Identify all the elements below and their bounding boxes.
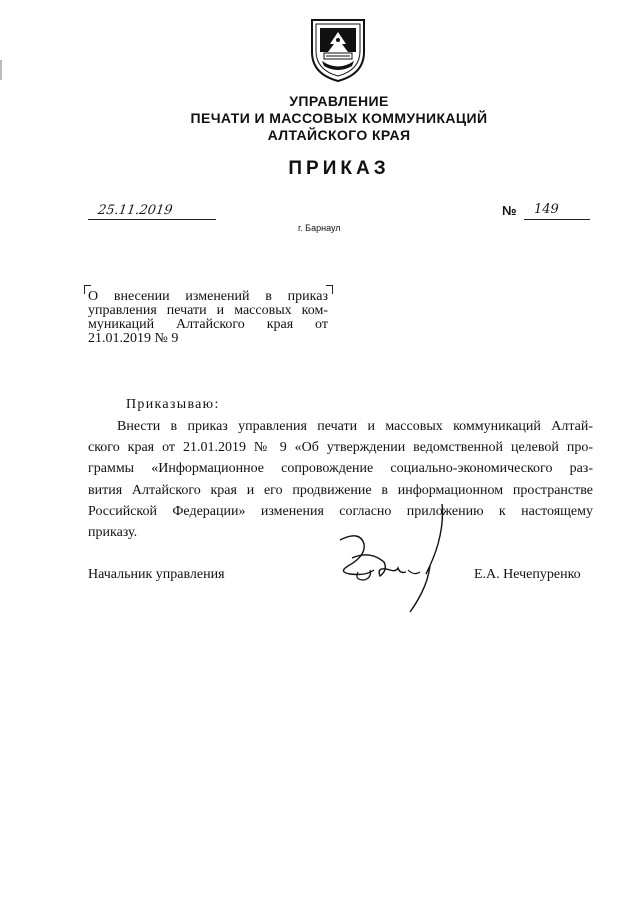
orders-word: Приказываю:	[126, 397, 220, 412]
coat-of-arms-icon	[306, 14, 370, 84]
subject-line: муникаций Алтайского края от	[88, 317, 328, 332]
body-line: Российской Федерации» изменения согласно приложению к настоящему	[88, 503, 593, 519]
signature-icon	[330, 500, 460, 620]
document-date: 25.11.2019	[96, 203, 174, 218]
subject-line: управления печати и массовых ком-	[88, 303, 328, 318]
city: г. Барнаул	[298, 223, 341, 233]
signatory-name: Е.А. Нечепуренко	[474, 567, 581, 582]
body-line: граммы «Информационное сопровождение социально-экономического раз-	[88, 461, 593, 477]
number-sign: №	[502, 203, 517, 218]
issuing-authority	[150, 93, 528, 144]
date-underline	[88, 219, 216, 220]
signatory-position: Начальник управления	[88, 567, 225, 582]
body-line: вития Алтайского края и его продвижение в информационном пространстве	[88, 482, 593, 498]
body-line: приказу.	[88, 525, 138, 541]
subject-line: О внесении изменений в приказ	[88, 289, 328, 304]
document-number: 149	[534, 202, 559, 217]
number-underline	[524, 219, 590, 220]
body-line: Внести в приказ управления печати и массовых коммуникаций Алтай-	[117, 419, 593, 434]
body-line: ского края от 21.01.2019 № 9 «Об утверждении ведомственной целевой про-	[88, 440, 593, 456]
document-subject	[88, 290, 328, 346]
document-type: ПРИКАЗ	[288, 158, 390, 179]
scan-edge-mark	[0, 60, 2, 80]
subject-line: 21.01.2019 № 9	[88, 331, 179, 346]
authority-line-3: АЛТАЙСКОГО КРАЯ	[267, 127, 411, 143]
authority-line-1: УПРАВЛЕНИЕ	[289, 93, 389, 109]
authority-line-2: ПЕЧАТИ И МАССОВЫХ КОММУНИКАЦИЙ	[190, 110, 488, 126]
